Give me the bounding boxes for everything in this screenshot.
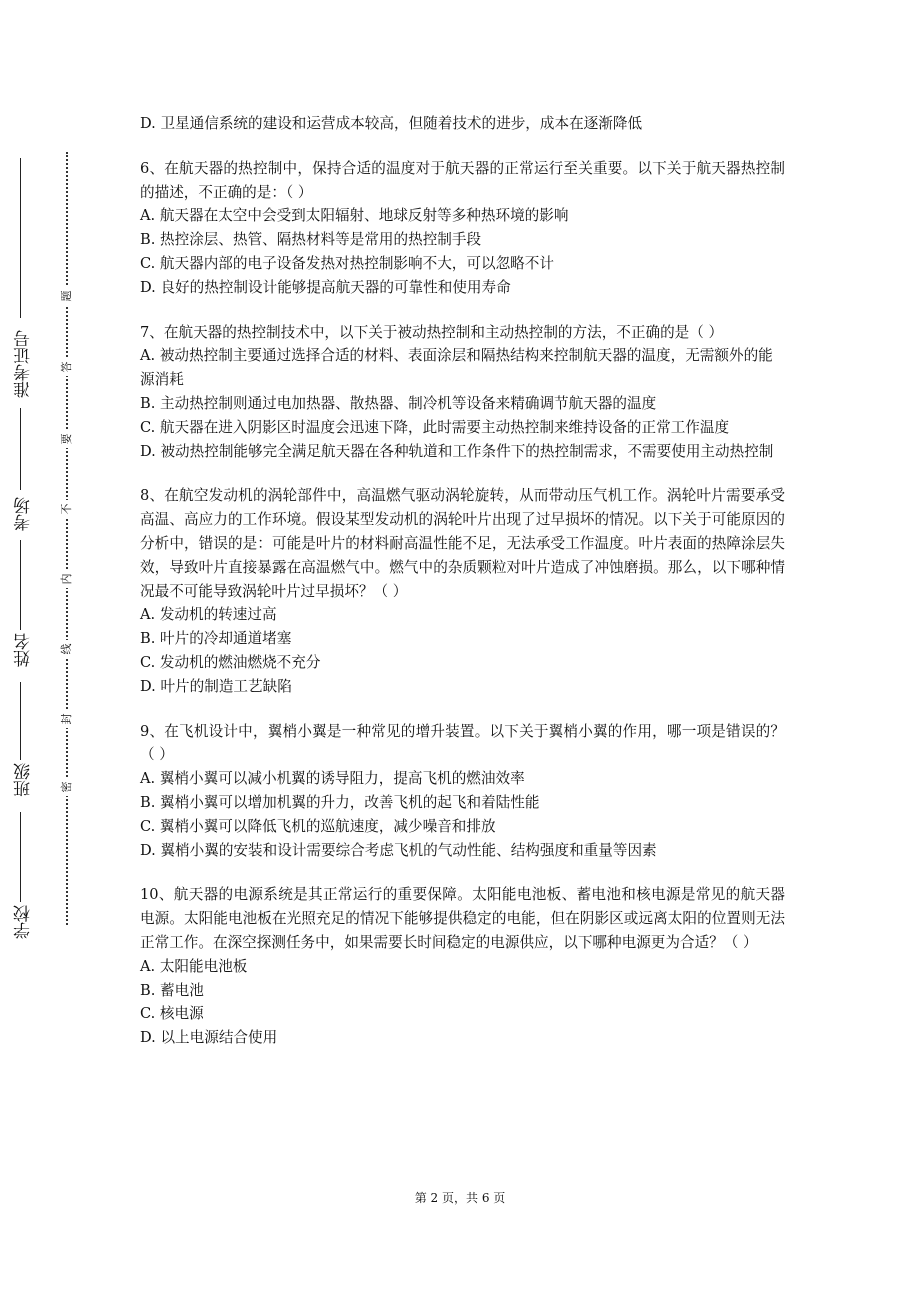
option-b[interactable]: B. 叶片的冷却通道堵塞: [140, 630, 292, 648]
seal-dotted-line: [66, 152, 68, 925]
option-a[interactable]: A. 被动热控制主要通过选择合适的材料、表面涂层和隔热结构来控制航天器的温度，无需额外的能源消耗: [140, 347, 773, 389]
option-d[interactable]: D. 叶片的制造工艺缺陷: [140, 677, 292, 695]
class-label: 班级: [14, 763, 34, 797]
question-8: [140, 484, 785, 698]
seal-char: 不: [58, 500, 76, 518]
question-stem: 6、在航天器的热控制中，保持合适的温度对于航天器的正常运行至关重要。以下关于航天器热控制的描述，不正确的是：（ ）: [140, 159, 785, 201]
seal-char: 密: [58, 778, 76, 796]
exam-number-label: 准考证号: [14, 330, 34, 398]
option-b[interactable]: B. 热控涂层、热管、隔热材料等是常用的热控制手段: [140, 231, 482, 249]
name-label: 姓名: [14, 633, 34, 667]
seal-char: 答: [58, 358, 76, 376]
binding-sidebar: [0, 0, 120, 1302]
school-label: 学校: [14, 905, 34, 939]
option-c[interactable]: C. 航天器内部的电子设备发热对热控制影响不大，可以忽略不计: [140, 254, 554, 272]
option-b[interactable]: B. 主动热控制则通过电加热器、散热器、制冷机等设备来精确调节航天器的温度: [140, 394, 657, 412]
page-number: 第 2 页，共 6 页: [414, 1191, 506, 1205]
question-stem: 8、在航空发动机的涡轮部件中，高温燃气驱动涡轮旋转，从而带动压气机工作。涡轮叶片需要承受高温、高应力的工作环境。假设某型发动机的涡轮叶片出现了过早损坏的情况。以下关于可能原因的分析中，错误的是：可能是叶片的材料耐高温性能不足，无法承受工作温度。叶片表面的热障涂层失效，导致叶片直接暴露在高温燃气中。燃气中的杂质颗粒对叶片造成了冲蚀磨损。那么，以下哪种情况最不可能导致涡轮叶片过早损坏？（ ）: [140, 487, 785, 600]
class-line[interactable]: [20, 682, 37, 760]
option-c[interactable]: C. 航天器在进入阴影区时温度会迅速下降，此时需要主动热控制来维持设备的正常工作温度: [140, 418, 730, 436]
option-c[interactable]: C. 发动机的燃油燃烧不充分: [140, 653, 321, 671]
school-line[interactable]: [20, 812, 37, 902]
option-b[interactable]: B. 蓄电池: [140, 981, 204, 999]
seal-char: 线: [58, 640, 76, 658]
question-content: [140, 112, 785, 1071]
option-c[interactable]: C. 核电源: [140, 1005, 204, 1023]
option-a[interactable]: A. 航天器在太空中会受到太阳辐射、地球反射等多种热环境的影响: [140, 207, 569, 225]
seal-char: 题: [58, 287, 76, 305]
option-c[interactable]: C. 翼梢小翼可以降低飞机的巡航速度，减少噪音和排放: [140, 817, 496, 835]
exam-room-line[interactable]: [20, 408, 37, 490]
question-stem: 10、航天器的电源系统是其正常运行的重要保障。太阳能电池板、蓄电池和核电源是常见的航天器电源。太阳能电池板在光照充足的情况下能够提供稳定的电能，但在阴影区或远离太阳的位置则无法正常工作。在深空探测任务中，如果需要长时间稳定的电源供应，以下哪种电源更为合适？（ ）: [140, 886, 785, 951]
option-d[interactable]: D. 翼梢小翼的安装和设计需要综合考虑飞机的气动性能、结构强度和重量等因素: [140, 841, 657, 859]
question-stem: 7、在航天器的热控制技术中，以下关于被动热控制和主动热控制的方法，不正确的是（ ）: [140, 323, 724, 341]
option-d[interactable]: D. 以上电源结合使用: [140, 1029, 278, 1047]
option-a[interactable]: A. 翼梢小翼可以减小机翼的诱导阻力，提高飞机的燃油效率: [140, 770, 525, 788]
option-b[interactable]: B. 翼梢小翼可以增加机翼的升力，改善飞机的起飞和着陆性能: [140, 793, 540, 811]
seal-char: 要: [58, 430, 76, 448]
exam-room-label: 考场: [14, 497, 34, 531]
question-6: [140, 157, 785, 300]
exam-number-line[interactable]: [20, 158, 37, 318]
option-d[interactable]: D. 良好的热控制设计能够提高航天器的可靠性和使用寿命: [140, 278, 511, 296]
question-9: [140, 720, 785, 863]
question-stem: 9、在飞机设计中，翼梢小翼是一种常见的增升装置。以下关于翼梢小翼的作用，哪一项是错误的？（ ）: [140, 722, 785, 764]
option-a[interactable]: A. 发动机的转速过高: [140, 606, 277, 624]
seal-char: 封: [58, 710, 76, 728]
seal-char: 内: [58, 570, 76, 588]
option-a[interactable]: A. 太阳能电池板: [140, 957, 248, 975]
name-line[interactable]: [20, 540, 37, 630]
page-footer: [0, 1188, 920, 1208]
question-10: [140, 883, 785, 1050]
question-7: [140, 321, 785, 464]
option-d[interactable]: D. 卫星通信系统的建设和运营成本较高，但随着技术的进步，成本在逐渐降低: [140, 115, 643, 132]
option-d[interactable]: D. 被动热控制能够完全满足航天器在各种轨道和工作条件下的热控制需求，不需要使用主动热控制: [140, 442, 774, 460]
previous-question-tail: [140, 112, 785, 136]
